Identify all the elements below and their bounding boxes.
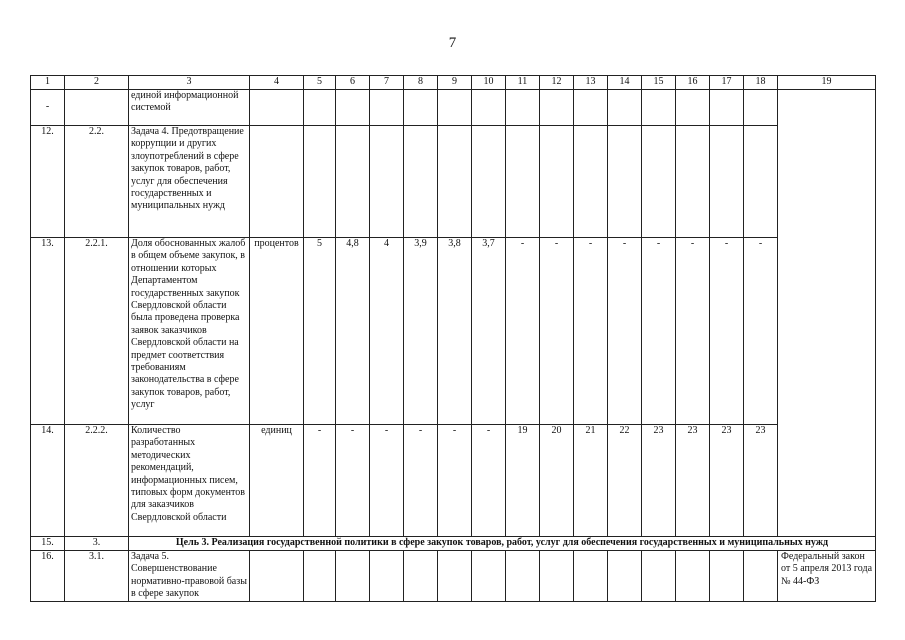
value-cell: 23	[744, 425, 778, 537]
row-number-cell: 15.	[31, 537, 65, 551]
value-cell: 23	[642, 425, 676, 537]
code-cell: 2.2.1.	[65, 238, 129, 425]
header-cell: 13	[574, 76, 608, 90]
code-cell: 2.2.2.	[65, 425, 129, 537]
value-cell: -	[744, 238, 778, 425]
header-cell: 5	[304, 76, 336, 90]
unit-cell	[250, 126, 304, 238]
header-row	[31, 76, 876, 90]
value-cell: 20	[540, 425, 574, 537]
value-cell: -	[642, 238, 676, 425]
code-cell: 3.1.	[65, 551, 129, 602]
description-cell: Доля обоснованных жалоб в общем объеме закупок, в отношении которых Департаментом государственных закупок Свердловской области была проведена проверка заявок заказчиков Свердловской области на предмет соответствия требованиям законодательства в сфере закупок товаров, работ, услуг	[129, 238, 250, 425]
value-cell: -	[574, 238, 608, 425]
value-cell: -	[506, 238, 540, 425]
table-row	[31, 551, 876, 602]
table-row	[31, 425, 876, 537]
header-cell: 18	[744, 76, 778, 90]
unit-cell: единиц	[250, 425, 304, 537]
value-cell: -	[336, 425, 370, 537]
table-row	[31, 126, 876, 238]
header-cell: 6	[336, 76, 370, 90]
value-cell: 4,8	[336, 238, 370, 425]
header-cell: 10	[472, 76, 506, 90]
value-cell: -	[438, 425, 472, 537]
header-cell: 17	[710, 76, 744, 90]
row-number-cell: 14.	[31, 425, 65, 537]
value-cell: 3,9	[404, 238, 438, 425]
description-cell: Количество разработанных методических рекомендаций, информационных писем, типовых форм документов для заказчиков Свердловской области	[129, 425, 250, 537]
row-number-cell: 13.	[31, 238, 65, 425]
value-cell: 3,7	[472, 238, 506, 425]
row-number-cell: 12.	[31, 126, 65, 238]
header-cell: 12	[540, 76, 574, 90]
code-cell: 2.2.	[65, 126, 129, 238]
header-cell: 16	[676, 76, 710, 90]
note-cell: Федеральный закон от 5 апреля 2013 года № 44-ФЗ	[778, 551, 876, 602]
value-cell: -	[304, 425, 336, 537]
value-cell: 4	[370, 238, 404, 425]
value-cell: -	[472, 425, 506, 537]
row-number-cell: -	[31, 90, 65, 126]
row-number-cell: 16.	[31, 551, 65, 602]
header-cell: 2	[65, 76, 129, 90]
header-cell: 7	[370, 76, 404, 90]
table-row	[31, 90, 876, 126]
goal-heading: Цель 3. Реализация государственной политики в сфере закупок товаров, работ, услуг для обеспечения государственных и муниципальных нужд	[129, 537, 876, 551]
description-cell: Задача 4. Предотвращение коррупции и других злоупотреблений в сфере закупок товаров, работ, услуг для обеспечения государственных и муниципальных нужд	[129, 126, 250, 238]
description-cell: Задача 5. Совершенствование нормативно-правовой базы в сфере закупок	[129, 551, 250, 602]
table-row	[31, 238, 876, 425]
value-cell: 23	[676, 425, 710, 537]
note-cell	[778, 90, 876, 537]
value-cell: -	[540, 238, 574, 425]
code-cell: 3.	[65, 537, 129, 551]
code-cell	[65, 90, 129, 126]
indicators-table	[30, 75, 876, 602]
value-cell: 5	[304, 238, 336, 425]
value-cell: 21	[574, 425, 608, 537]
header-cell: 11	[506, 76, 540, 90]
unit-cell: процентов	[250, 238, 304, 425]
header-cell: 1	[31, 76, 65, 90]
value-cell: 3,8	[438, 238, 472, 425]
description-cell: единой информационной системой	[129, 90, 250, 126]
value-cell: 19	[506, 425, 540, 537]
value-cell: -	[608, 238, 642, 425]
page-number: 7	[448, 35, 457, 51]
header-cell: 9	[438, 76, 472, 90]
unit-cell	[250, 551, 304, 602]
value-cell: -	[370, 425, 404, 537]
unit-cell	[250, 90, 304, 126]
table-row	[31, 537, 876, 551]
header-cell: 19	[778, 76, 876, 90]
value-cell: -	[404, 425, 438, 537]
header-cell: 4	[250, 76, 304, 90]
value-cell: 22	[608, 425, 642, 537]
header-cell: 15	[642, 76, 676, 90]
header-cell: 8	[404, 76, 438, 90]
value-cell: -	[676, 238, 710, 425]
value-cell: 23	[710, 425, 744, 537]
value-cell: -	[710, 238, 744, 425]
header-cell: 14	[608, 76, 642, 90]
header-cell: 3	[129, 76, 250, 90]
